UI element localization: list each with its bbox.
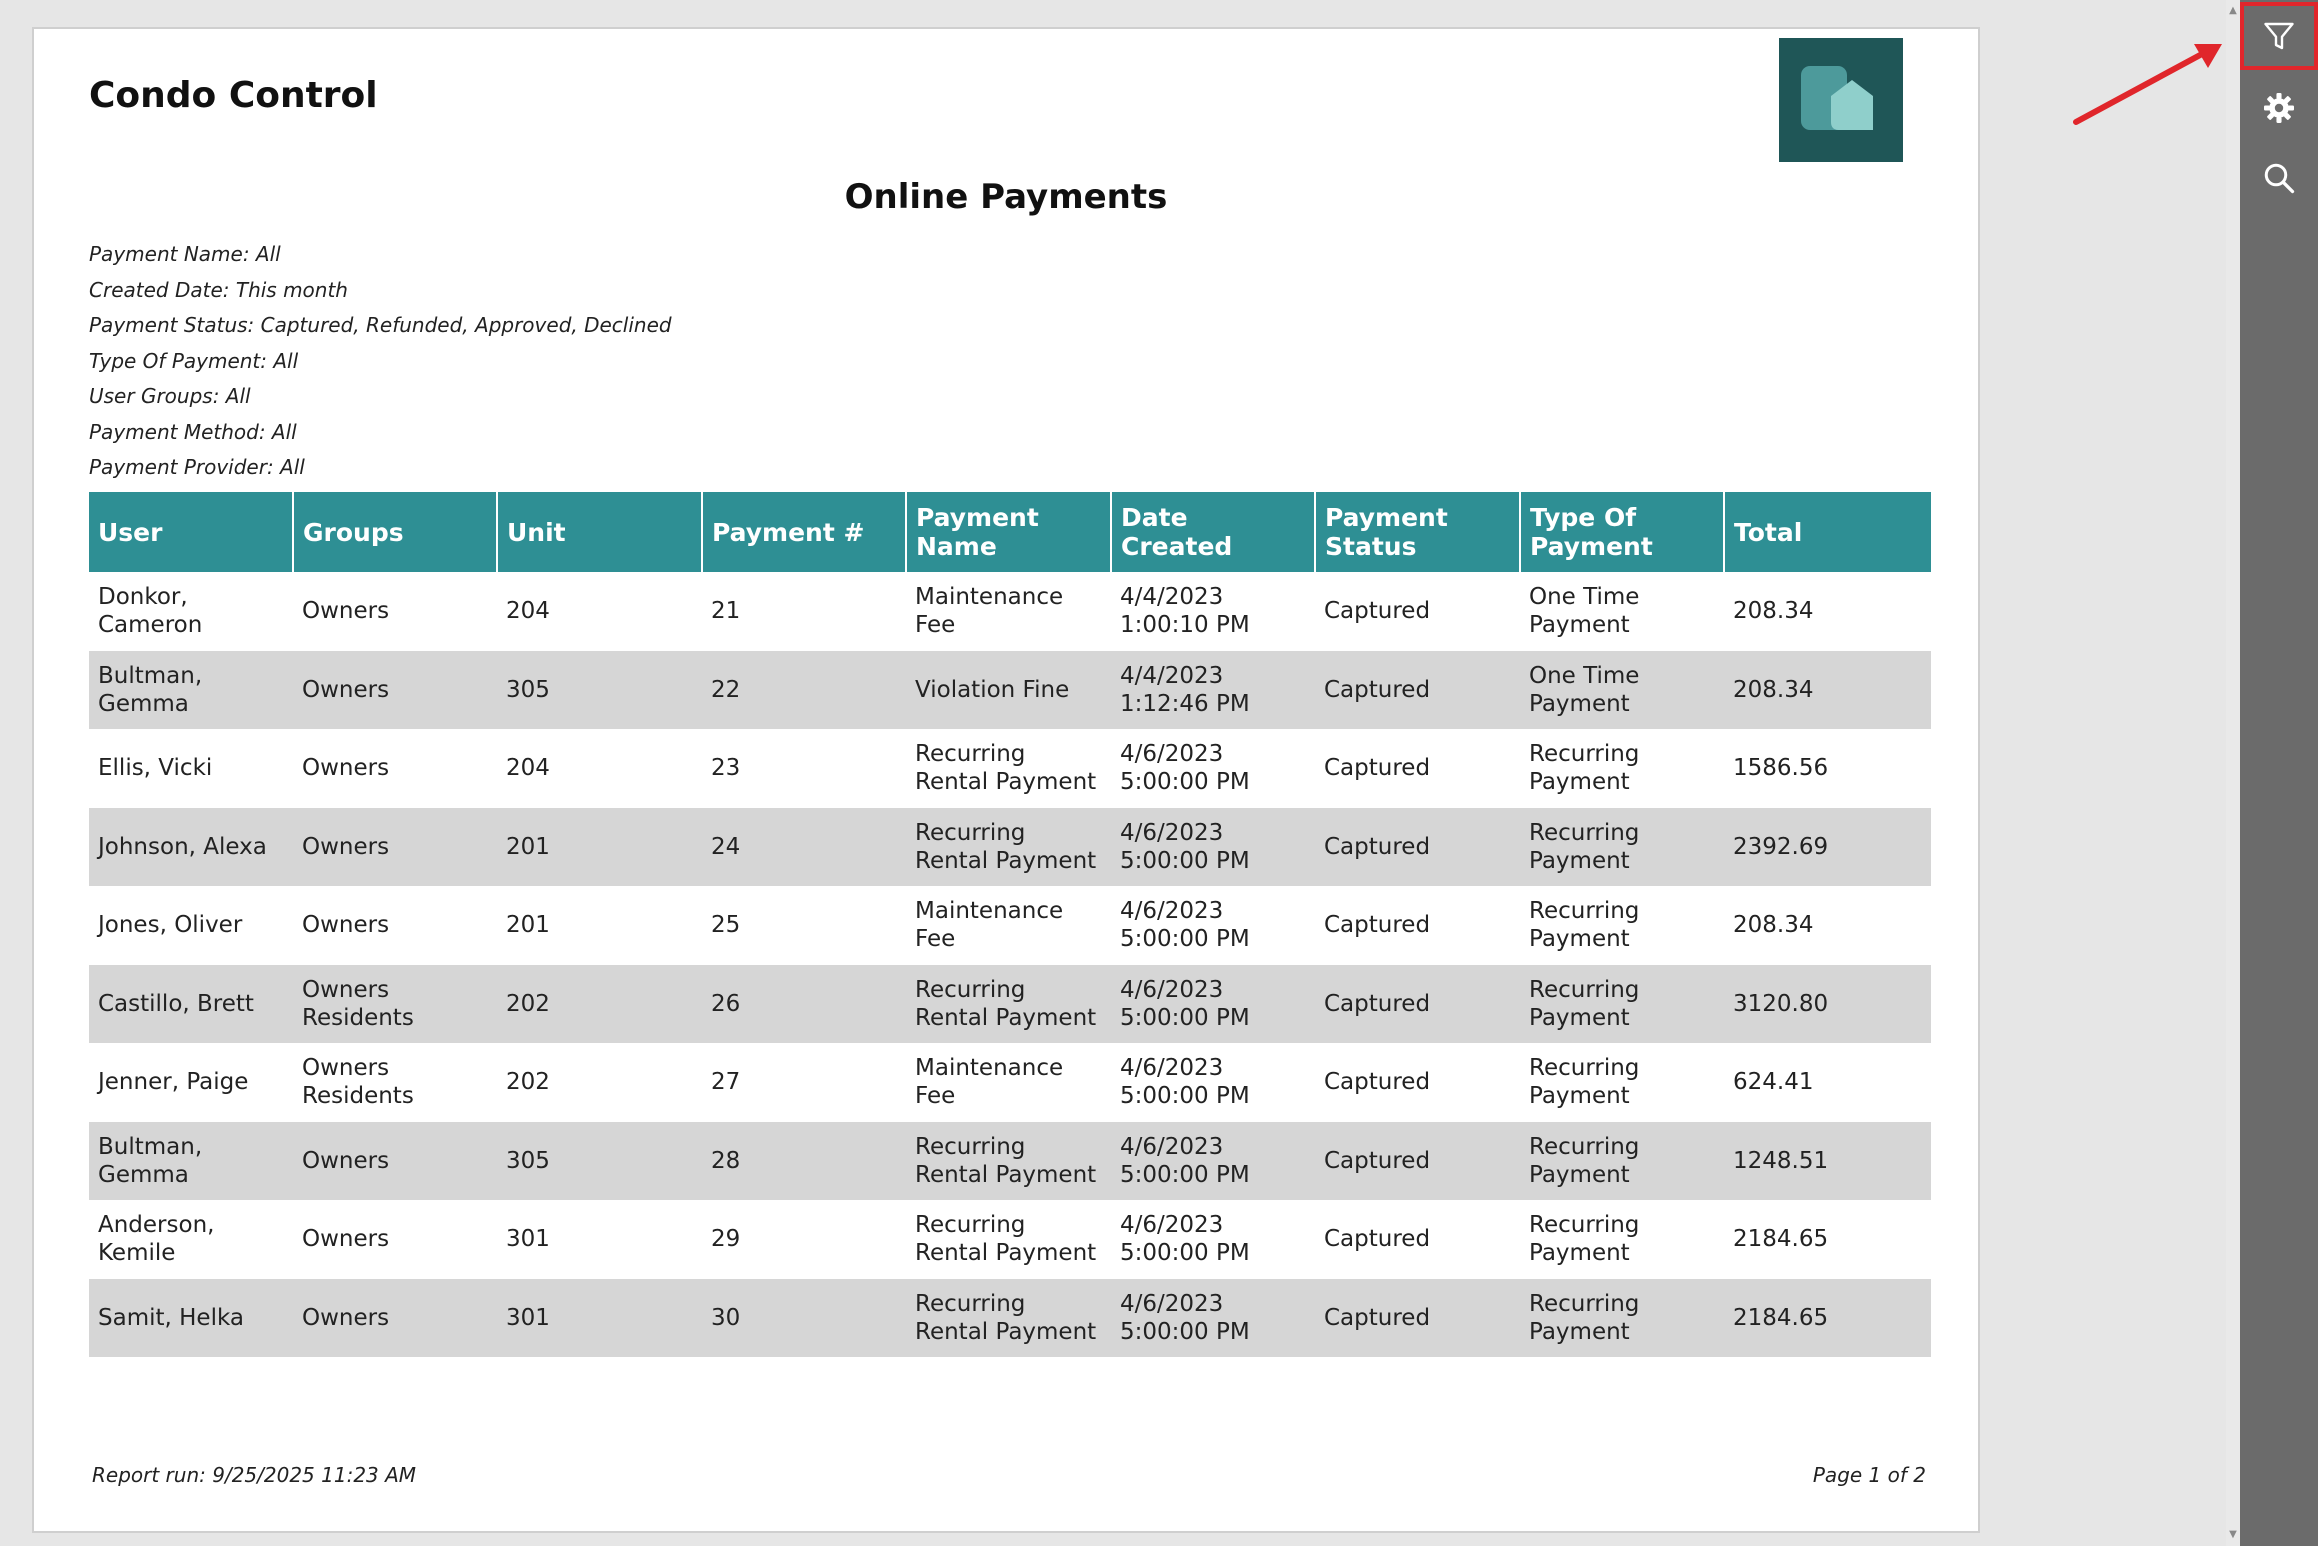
cell-unit: 301 xyxy=(497,1279,702,1358)
cell-payment-name: Recurring Rental Payment xyxy=(906,965,1111,1044)
cell-payment-number: 26 xyxy=(702,965,906,1044)
cell-unit: 204 xyxy=(506,755,550,782)
table-row xyxy=(89,1279,1931,1358)
cell-payment-name: Recurring Rental Payment xyxy=(915,1212,1097,1267)
logo-icon xyxy=(1779,38,1903,162)
report-page xyxy=(32,27,1980,1533)
cell-type-of-payment: One Time Payment xyxy=(1529,584,1640,639)
cell-total: 1586.56 xyxy=(1733,755,1829,782)
search-button[interactable] xyxy=(2240,144,2318,212)
cell-payment-name: Recurring Rental Payment xyxy=(906,1279,1111,1358)
filter-payment-provider: Payment Provider: All xyxy=(89,455,305,479)
cell-date-created: 4/6/2023 5:00:00 PM xyxy=(1120,741,1250,796)
cell-groups: Owners xyxy=(302,912,390,939)
cell-date-created: 4/6/2023 5:00:00 PM xyxy=(1120,898,1250,953)
cell-payment-number: 28 xyxy=(702,1122,906,1201)
cell-total: 624.41 xyxy=(1733,1069,1814,1096)
cell-unit: 202 xyxy=(497,965,702,1044)
cell-groups: Owners xyxy=(302,1226,390,1253)
filter-icon xyxy=(2261,18,2297,54)
cell-type-of-payment: Recurring Payment xyxy=(1520,808,1724,887)
table-row xyxy=(89,651,1931,730)
company-logo xyxy=(1779,38,1903,162)
cell-groups: Owners xyxy=(293,651,497,730)
settings-button[interactable] xyxy=(2240,74,2318,142)
cell-unit: 201 xyxy=(497,808,702,887)
cell-payment-number: 29 xyxy=(711,1226,741,1253)
cell-user: Jones, Oliver xyxy=(98,912,243,939)
cell-groups: Owners xyxy=(302,598,390,625)
scroll-up-arrow-icon[interactable]: ▲ xyxy=(2229,5,2237,16)
cell-type-of-payment: Recurring Payment xyxy=(1520,965,1724,1044)
cell-type-of-payment: Recurring Payment xyxy=(1529,1055,1640,1110)
cell-payment-name: Violation Fine xyxy=(906,651,1111,730)
cell-unit: 204 xyxy=(506,598,550,625)
cell-groups: Owners Residents xyxy=(293,965,497,1044)
cell-groups: Owners xyxy=(302,755,390,782)
cell-payment-number: 23 xyxy=(711,755,741,782)
cell-groups: Owners xyxy=(293,1122,497,1201)
cell-payment-status: Captured xyxy=(1324,598,1431,625)
column-header-date-created: Date Created xyxy=(1111,492,1315,572)
column-header-user: User xyxy=(89,492,293,572)
table-row xyxy=(89,808,1931,887)
company-name: Condo Control xyxy=(89,75,378,116)
cell-payment-number: 30 xyxy=(702,1279,906,1358)
filter-button[interactable] xyxy=(2240,2,2318,70)
cell-payment-status: Captured xyxy=(1324,1069,1431,1096)
side-toolbar xyxy=(2240,0,2318,1546)
cell-user: Johnson, Alexa xyxy=(89,808,293,887)
cell-total: 208.34 xyxy=(1733,598,1814,625)
cell-payment-number: 25 xyxy=(711,912,741,939)
cell-payment-name: Recurring Rental Payment xyxy=(906,1122,1111,1201)
cell-date-created: 4/6/2023 5:00:00 PM xyxy=(1111,965,1315,1044)
cell-date-created: 4/6/2023 5:00:00 PM xyxy=(1120,1055,1250,1110)
filter-payment-method: Payment Method: All xyxy=(89,419,297,444)
cell-type-of-payment: Recurring Payment xyxy=(1529,898,1640,953)
cell-total: 1248.51 xyxy=(1724,1122,1931,1201)
gear-icon xyxy=(2261,90,2297,126)
cell-unit: 201 xyxy=(506,912,550,939)
payments-table-body xyxy=(89,572,1931,1357)
cell-payment-status: Captured xyxy=(1324,1226,1431,1253)
cell-unit: 301 xyxy=(506,1226,550,1253)
cell-groups: Owners xyxy=(293,808,497,887)
table-row xyxy=(89,729,1931,808)
cell-payment-status: Captured xyxy=(1315,1279,1520,1358)
filter-payment-name: Payment Name: All xyxy=(89,242,281,266)
scroll-down-arrow-icon[interactable]: ▼ xyxy=(2229,1529,2237,1540)
cell-type-of-payment: Recurring Payment xyxy=(1520,1122,1724,1201)
cell-date-created: 4/6/2023 5:00:00 PM xyxy=(1111,808,1315,887)
report-title: Online Payments xyxy=(844,177,1168,217)
cell-payment-number: 24 xyxy=(702,808,906,887)
cell-total: 208.34 xyxy=(1733,912,1814,939)
cell-total: 208.34 xyxy=(1724,651,1931,730)
cell-payment-status: Captured xyxy=(1324,755,1431,782)
cell-payment-number: 22 xyxy=(702,651,906,730)
column-header-payment-status: Payment Status xyxy=(1315,492,1520,572)
cell-user: Samit, Helka xyxy=(89,1279,293,1358)
column-header-unit: Unit xyxy=(497,492,702,572)
cell-total: 3120.80 xyxy=(1724,965,1931,1044)
cell-total: 2184.65 xyxy=(1733,1226,1829,1253)
cell-unit: 305 xyxy=(497,1122,702,1201)
cell-user: Bultman, Gemma xyxy=(89,651,293,730)
cell-total: 2184.65 xyxy=(1724,1279,1931,1358)
column-header-payment-number: Payment # xyxy=(702,492,906,572)
cell-payment-number: 27 xyxy=(711,1069,741,1096)
filter-user-groups: User Groups: All xyxy=(89,384,251,408)
vertical-scrollbar[interactable] xyxy=(2226,0,2240,1546)
payments-table xyxy=(89,492,1931,1357)
column-header-total: Total xyxy=(1724,492,1931,572)
cell-total: 2392.69 xyxy=(1724,808,1931,887)
cell-payment-name: Recurring Rental Payment xyxy=(915,741,1097,796)
cell-user: Donkor, Cameron xyxy=(98,584,203,639)
table-row xyxy=(89,1043,1931,1122)
table-row xyxy=(89,572,1931,651)
cell-payment-status: Captured xyxy=(1315,965,1520,1044)
column-header-groups: Groups xyxy=(293,492,497,572)
table-header-row xyxy=(89,492,1931,572)
column-header-type-of-payment: Type Of Payment xyxy=(1520,492,1724,572)
page-indicator: Page 1 of 2 xyxy=(1812,1463,1926,1487)
cell-type-of-payment: Recurring Payment xyxy=(1529,1212,1640,1267)
cell-payment-name: Maintenance Fee xyxy=(915,898,1064,953)
callout-arrow-icon xyxy=(2070,40,2230,130)
table-row xyxy=(89,1122,1931,1201)
column-header-payment-name: Payment Name xyxy=(906,492,1111,572)
cell-payment-name: Maintenance Fee xyxy=(915,1055,1064,1110)
table-row xyxy=(89,886,1931,965)
cell-unit: 202 xyxy=(506,1069,550,1096)
search-icon xyxy=(2261,160,2297,196)
cell-groups: Owners Residents xyxy=(302,1055,414,1110)
cell-groups: Owners xyxy=(293,1279,497,1358)
cell-payment-name: Recurring Rental Payment xyxy=(906,808,1111,887)
cell-type-of-payment: Recurring Payment xyxy=(1529,741,1640,796)
cell-date-created: 4/4/2023 1:12:46 PM xyxy=(1111,651,1315,730)
report-run-timestamp: Report run: 9/25/2025 11:23 AM xyxy=(92,1463,417,1487)
cell-date-created: 4/6/2023 5:00:00 PM xyxy=(1120,1212,1250,1267)
cell-date-created: 4/4/2023 1:00:10 PM xyxy=(1120,584,1250,639)
cell-type-of-payment: One Time Payment xyxy=(1520,651,1724,730)
cell-payment-status: Captured xyxy=(1324,912,1431,939)
cell-payment-name: Maintenance Fee xyxy=(915,584,1064,639)
cell-user: Bultman, Gemma xyxy=(89,1122,293,1201)
cell-type-of-payment: Recurring Payment xyxy=(1520,1279,1724,1358)
filter-type-of-payment: Type Of Payment: All xyxy=(89,348,299,373)
filter-payment-status: Payment Status: Captured, Refunded, Approved, Declined xyxy=(89,313,672,337)
cell-payment-status: Captured xyxy=(1315,1122,1520,1201)
table-row xyxy=(89,965,1931,1044)
cell-date-created: 4/6/2023 5:00:00 PM xyxy=(1111,1279,1315,1358)
cell-user: Castillo, Brett xyxy=(89,965,293,1044)
table-row xyxy=(89,1200,1931,1279)
cell-payment-status: Captured xyxy=(1315,651,1520,730)
cell-unit: 305 xyxy=(497,651,702,730)
cell-payment-number: 21 xyxy=(711,598,741,625)
filter-created-date: Created Date: This month xyxy=(89,277,348,302)
cell-date-created: 4/6/2023 5:00:00 PM xyxy=(1111,1122,1315,1201)
cell-user: Ellis, Vicki xyxy=(98,755,213,782)
cell-user: Anderson, Kemile xyxy=(98,1212,215,1267)
filter-summary xyxy=(89,237,672,486)
cell-user: Jenner, Paige xyxy=(98,1069,249,1096)
cell-payment-status: Captured xyxy=(1315,808,1520,887)
